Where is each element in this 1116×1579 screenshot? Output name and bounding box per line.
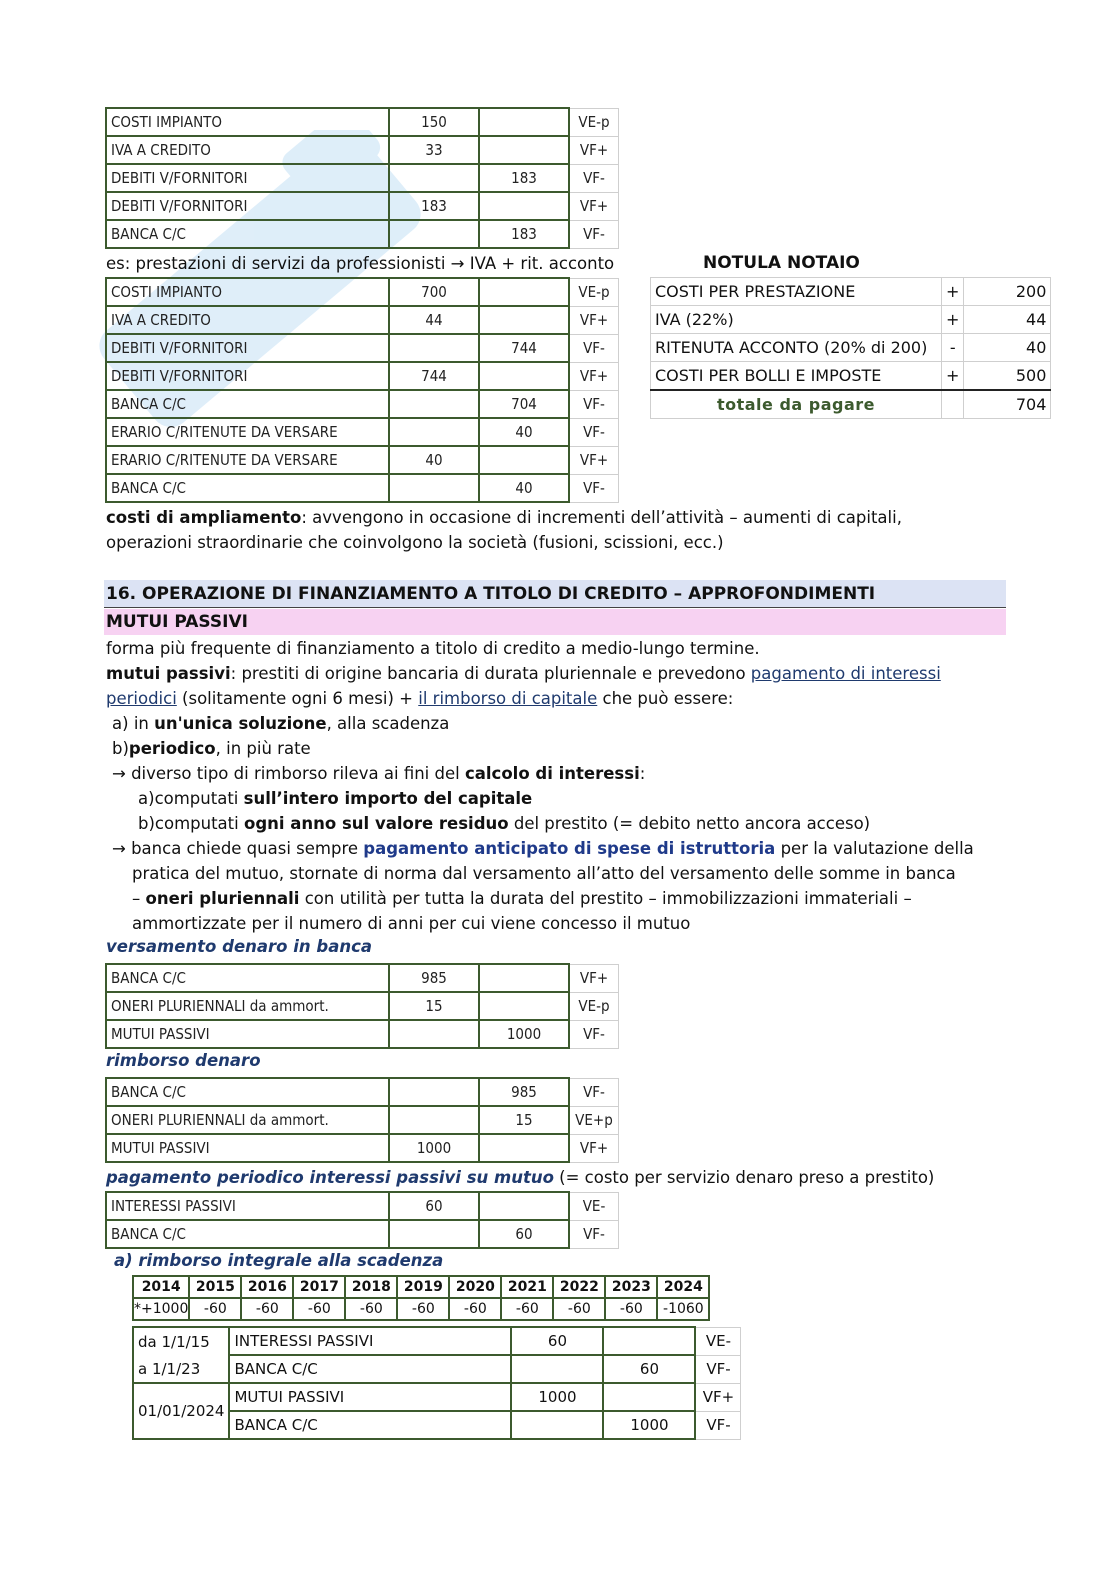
year-cell: 2022 [553,1276,605,1298]
year-cell: 2015 [189,1276,241,1298]
avere-cell [479,446,569,474]
arrow-line-istruttoria-2: pratica del mutuo, stornate di norma dal versamento all’atto del versamento delle somme in banca [132,864,956,883]
avere-cell [603,1383,695,1411]
table-row [133,1327,741,1355]
avere-cell: 1000 [603,1411,695,1439]
paragraph-mutui-line1 [106,661,941,686]
flow-cell: -60 [345,1298,397,1320]
dare-cell [389,164,479,192]
period-label: da 1/1/15 [133,1327,229,1355]
table-row [106,108,619,136]
dare-cell: 744 [389,362,479,390]
dare-cell: 15 [389,992,479,1020]
avere-cell: 183 [479,220,569,248]
variation-cell: VE- [695,1327,741,1355]
variation-cell: VF- [569,220,619,248]
dare-cell [511,1355,603,1383]
period-label: a 1/1/23 [133,1355,229,1383]
table-row [106,1192,619,1220]
text: computati [154,814,244,833]
account-cell: MUTUI PASSIVI [106,1134,389,1162]
table-row [106,474,619,502]
list-item-a [112,711,449,736]
avere-cell [479,108,569,136]
flow-cell: -60 [605,1298,657,1320]
account-cell: ERARIO C/RITENUTE DA VERSARE [106,418,389,446]
avere-cell: 1000 [479,1020,569,1048]
dare-cell [389,1078,479,1106]
arrow-line-istruttoria [112,836,974,861]
account-cell: BANCA C/C [106,1220,389,1248]
variation-cell: VF+ [569,136,619,164]
table-row [106,306,619,334]
dare-cell: 60 [389,1192,479,1220]
dare-cell [389,334,479,362]
notula-table [650,277,1051,419]
table-row [106,1106,619,1134]
text: che può essere: [597,689,734,708]
account-cell: COSTI IMPIANTO [106,278,389,306]
variation-cell: VF+ [569,964,619,992]
account-cell: COSTI IMPIANTO [106,108,389,136]
variation-cell: VE+p [569,1106,619,1134]
text: (solitamente ogni 6 mesi) + [176,689,419,708]
variation-cell: VF+ [569,446,619,474]
term-bold: sull’intero importo del capitale [243,789,533,808]
term-highlight: pagamento anticipato di spese di istruttoria [363,839,776,858]
avere-cell: 15 [479,1106,569,1134]
list-marker: a) [138,789,155,808]
dare-cell: 60 [511,1327,603,1355]
dare-cell [389,390,479,418]
flow-cell: -1060 [657,1298,709,1320]
notula-total-label: totale da pagare [651,390,942,419]
year-cell: 2020 [449,1276,501,1298]
table-row [106,278,619,306]
account-cell: BANCA C/C [106,220,389,248]
dare-cell [389,1106,479,1134]
account-cell: BANCA C/C [229,1355,511,1383]
link-pagamento-interessi[interactable]: pagamento di interessi [750,664,941,683]
ledger-table-integrale [132,1326,741,1440]
text: : avvengono in occasione di incrementi dell’attività – aumenti di capitali, [301,508,902,527]
text: banca chiede quasi sempre [131,839,364,858]
variation-cell: VF- [569,164,619,192]
avere-cell [479,1192,569,1220]
avere-cell [479,964,569,992]
avere-cell [479,136,569,164]
account-cell: MUTUI PASSIVI [229,1383,511,1411]
subsection-heading-mutui: MUTUI PASSIVI [104,609,1006,635]
table-row [106,992,619,1020]
notula-value: 500 [964,362,1051,391]
account-cell: BANCA C/C [106,1078,389,1106]
variation-cell: VF- [569,474,619,502]
notula-value: 200 [964,278,1051,306]
account-cell: ERARIO C/RITENUTE DA VERSARE [106,446,389,474]
example-line: es: prestazioni di servizi da professionisti → IVA + rit. acconto [106,254,615,273]
variation-cell: VF+ [695,1383,741,1411]
avere-cell: 60 [479,1220,569,1248]
year-cell: 2021 [501,1276,553,1298]
text: , alla scadenza [326,714,450,733]
flows-row [133,1298,709,1320]
avere-cell: 985 [479,1078,569,1106]
variation-cell: VF- [569,1020,619,1048]
notula-sign: - [942,334,964,362]
dare-cell [389,1220,479,1248]
account-cell: DEBITI V/FORNITORI [106,164,389,192]
link-periodici[interactable]: periodici [106,689,177,708]
year-cell: 2023 [605,1276,657,1298]
cashflow-table [132,1275,710,1321]
notula-value: 44 [964,306,1051,334]
table-row [106,1220,619,1248]
variation-cell: VF- [695,1355,741,1383]
account-cell: IVA A CREDITO [106,306,389,334]
dare-cell: 183 [389,192,479,220]
term-bold: mutui passivi [106,664,231,683]
arrow-line-istruttoria-4: ammortizzate per il numero di anni per cui viene concesso il mutuo [132,914,691,933]
list-item-ia [138,786,532,811]
avere-cell [479,306,569,334]
dare-cell: 150 [389,108,479,136]
paragraph-forma: forma più frequente di finanziamento a titolo di credito a medio-lungo termine. [106,639,760,658]
years-row [133,1276,709,1298]
flow-cell: -60 [293,1298,345,1320]
variation-cell: VE-p [569,108,619,136]
variation-cell: VF- [569,418,619,446]
notula-sign: + [942,306,964,334]
text: : prestiti di origine bancaria di durata pluriennale e prevedono [230,664,751,683]
paragraph-mutui-line2 [106,686,733,711]
table-row [106,220,619,248]
table-row [651,362,1051,391]
variation-cell: VF- [569,1220,619,1248]
account-cell: IVA A CREDITO [106,136,389,164]
text: , in più rate [215,739,311,758]
account-cell: INTERESSI PASSIVI [229,1327,511,1355]
dare-cell [511,1411,603,1439]
year-cell: 2019 [397,1276,449,1298]
subheading-rimborso-integrale: a) rimborso integrale alla scadenza [114,1251,444,1270]
account-cell: BANCA C/C [106,964,389,992]
variation-cell: VF+ [569,1134,619,1162]
table-row [106,390,619,418]
avere-cell: 40 [479,474,569,502]
flow-cell: -60 [449,1298,501,1320]
flow-cell: -60 [553,1298,605,1320]
variation-cell: VF+ [569,192,619,220]
flow-cell: *+1000 [133,1298,189,1320]
account-cell: DEBITI V/FORNITORI [106,192,389,220]
ledger-table-interessi [105,1191,619,1249]
account-cell: DEBITI V/FORNITORI [106,362,389,390]
variation-cell: VF+ [569,306,619,334]
table-row [133,1383,741,1411]
notula-label: IVA (22%) [651,306,942,334]
dare-cell: 40 [389,446,479,474]
table-row [106,164,619,192]
dare-cell: 1000 [511,1383,603,1411]
account-cell: BANCA C/C [229,1411,511,1439]
ledger-table-professionisti [105,277,619,503]
avere-cell: 704 [479,390,569,418]
notula-value: 40 [964,334,1051,362]
avere-cell [479,362,569,390]
year-cell: 2014 [133,1276,189,1298]
term-bold: un'unica soluzione [154,714,327,733]
dare-cell [389,1020,479,1048]
variation-cell: VF- [569,1078,619,1106]
text: (= costo per servizio denaro preso a prestito) [553,1168,935,1187]
table-row [651,306,1051,334]
text: in [133,714,155,733]
avere-cell: 183 [479,164,569,192]
variation-cell: VF- [569,334,619,362]
flow-cell: -60 [397,1298,449,1320]
text: del prestito (= debito netto ancora acceso) [508,814,871,833]
section-heading-16: 16. OPERAZIONE DI FINANZIAMENTO A TITOLO DI CREDITO – APPROFONDIMENTI [104,580,1006,608]
table-row [651,278,1051,306]
arrow-line-istruttoria-3 [132,886,912,911]
avere-cell [479,192,569,220]
account-cell: ONERI PLURIENNALI da ammort. [106,992,389,1020]
text: diverso tipo di rimborso rileva ai fini del [131,764,465,783]
table-row [106,418,619,446]
avere-cell: 60 [603,1355,695,1383]
year-cell: 2024 [657,1276,709,1298]
list-marker: b) [138,814,155,833]
list-item-b [112,736,311,761]
variation-cell: VF+ [569,362,619,390]
account-cell: ONERI PLURIENNALI da ammort. [106,1106,389,1134]
subheading-interessi: pagamento periodico interessi passivi su mutuo [106,1168,554,1187]
table-row [106,446,619,474]
ledger-table-versamento [105,963,619,1049]
ledger-table-impianto [105,107,619,249]
variation-cell: VF- [695,1411,741,1439]
arrow-icon: → [112,764,126,783]
table-row [106,1134,619,1162]
flow-cell: -60 [501,1298,553,1320]
subheading-versamento: versamento denaro in banca [106,937,372,956]
account-cell: DEBITI V/FORNITORI [106,334,389,362]
dare-cell [389,220,479,248]
account-cell: BANCA C/C [106,474,389,502]
variation-cell: VE-p [569,278,619,306]
term-bold: calcolo di interessi [464,764,640,783]
term-bold: oneri pluriennali [145,889,300,908]
dare-cell [389,418,479,446]
dare-cell: 985 [389,964,479,992]
notula-sign: + [942,278,964,306]
text: con utilità per tutta la durata del prestito – immobilizzazioni immateriali – [299,889,912,908]
list-marker: a) [112,714,129,733]
notula-title: NOTULA NOTAIO [703,253,860,273]
avere-cell [603,1327,695,1355]
year-cell: 2017 [293,1276,345,1298]
subheading-rimborso: rimborso denaro [106,1051,261,1070]
dare-cell [389,474,479,502]
variation-cell: VE-p [569,992,619,1020]
term-bold: costi di ampliamento [106,508,302,527]
term-bold: ogni anno sul valore residuo [243,814,509,833]
text: : [639,764,646,783]
period-label: 01/01/2024 [133,1383,229,1439]
notula-sign: + [942,362,964,391]
table-row [106,964,619,992]
account-cell: INTERESSI PASSIVI [106,1192,389,1220]
avere-cell [479,1134,569,1162]
table-row [651,334,1051,362]
avere-cell: 40 [479,418,569,446]
text: per la valutazione della [775,839,974,858]
table-row [106,136,619,164]
variation-cell: VF- [569,390,619,418]
ledger-table-rimborso [105,1077,619,1163]
notula-total-value: 704 [964,390,1051,419]
list-item-ib [138,811,870,836]
table-row [106,1078,619,1106]
table-row [133,1355,741,1383]
year-cell: 2016 [241,1276,293,1298]
table-row [106,192,619,220]
arrow-line-interessi [112,761,645,786]
subheading-interessi-line [106,1165,934,1190]
notula-label: COSTI PER PRESTAZIONE [651,278,942,306]
notula-total-row [651,390,1051,419]
year-cell: 2018 [345,1276,397,1298]
table-row [106,1020,619,1048]
costi-ampliamento-line2: operazioni straordinarie che coinvolgono la società (fusioni, scissioni, ecc.) [106,533,724,552]
arrow-icon: → [112,839,126,858]
table-row [106,362,619,390]
account-cell: MUTUI PASSIVI [106,1020,389,1048]
flow-cell: -60 [189,1298,241,1320]
notula-label: COSTI PER BOLLI E IMPOSTE [651,362,942,391]
avere-cell: 744 [479,334,569,362]
dare-cell: 33 [389,136,479,164]
term-bold: periodico [128,739,216,758]
costi-ampliamento-line1 [106,505,902,530]
variation-cell: VE- [569,1192,619,1220]
text: – [132,889,146,908]
avere-cell [479,992,569,1020]
notula-label: RITENUTA ACCONTO (20% di 200) [651,334,942,362]
dare-cell: 700 [389,278,479,306]
avere-cell [479,278,569,306]
dare-cell: 1000 [389,1134,479,1162]
flow-cell: -60 [241,1298,293,1320]
list-marker: b) [112,739,129,758]
table-row [106,334,619,362]
text: computati [154,789,244,808]
account-cell: BANCA C/C [106,390,389,418]
dare-cell: 44 [389,306,479,334]
link-rimborso-capitale[interactable]: il rimborso di capitale [418,689,598,708]
